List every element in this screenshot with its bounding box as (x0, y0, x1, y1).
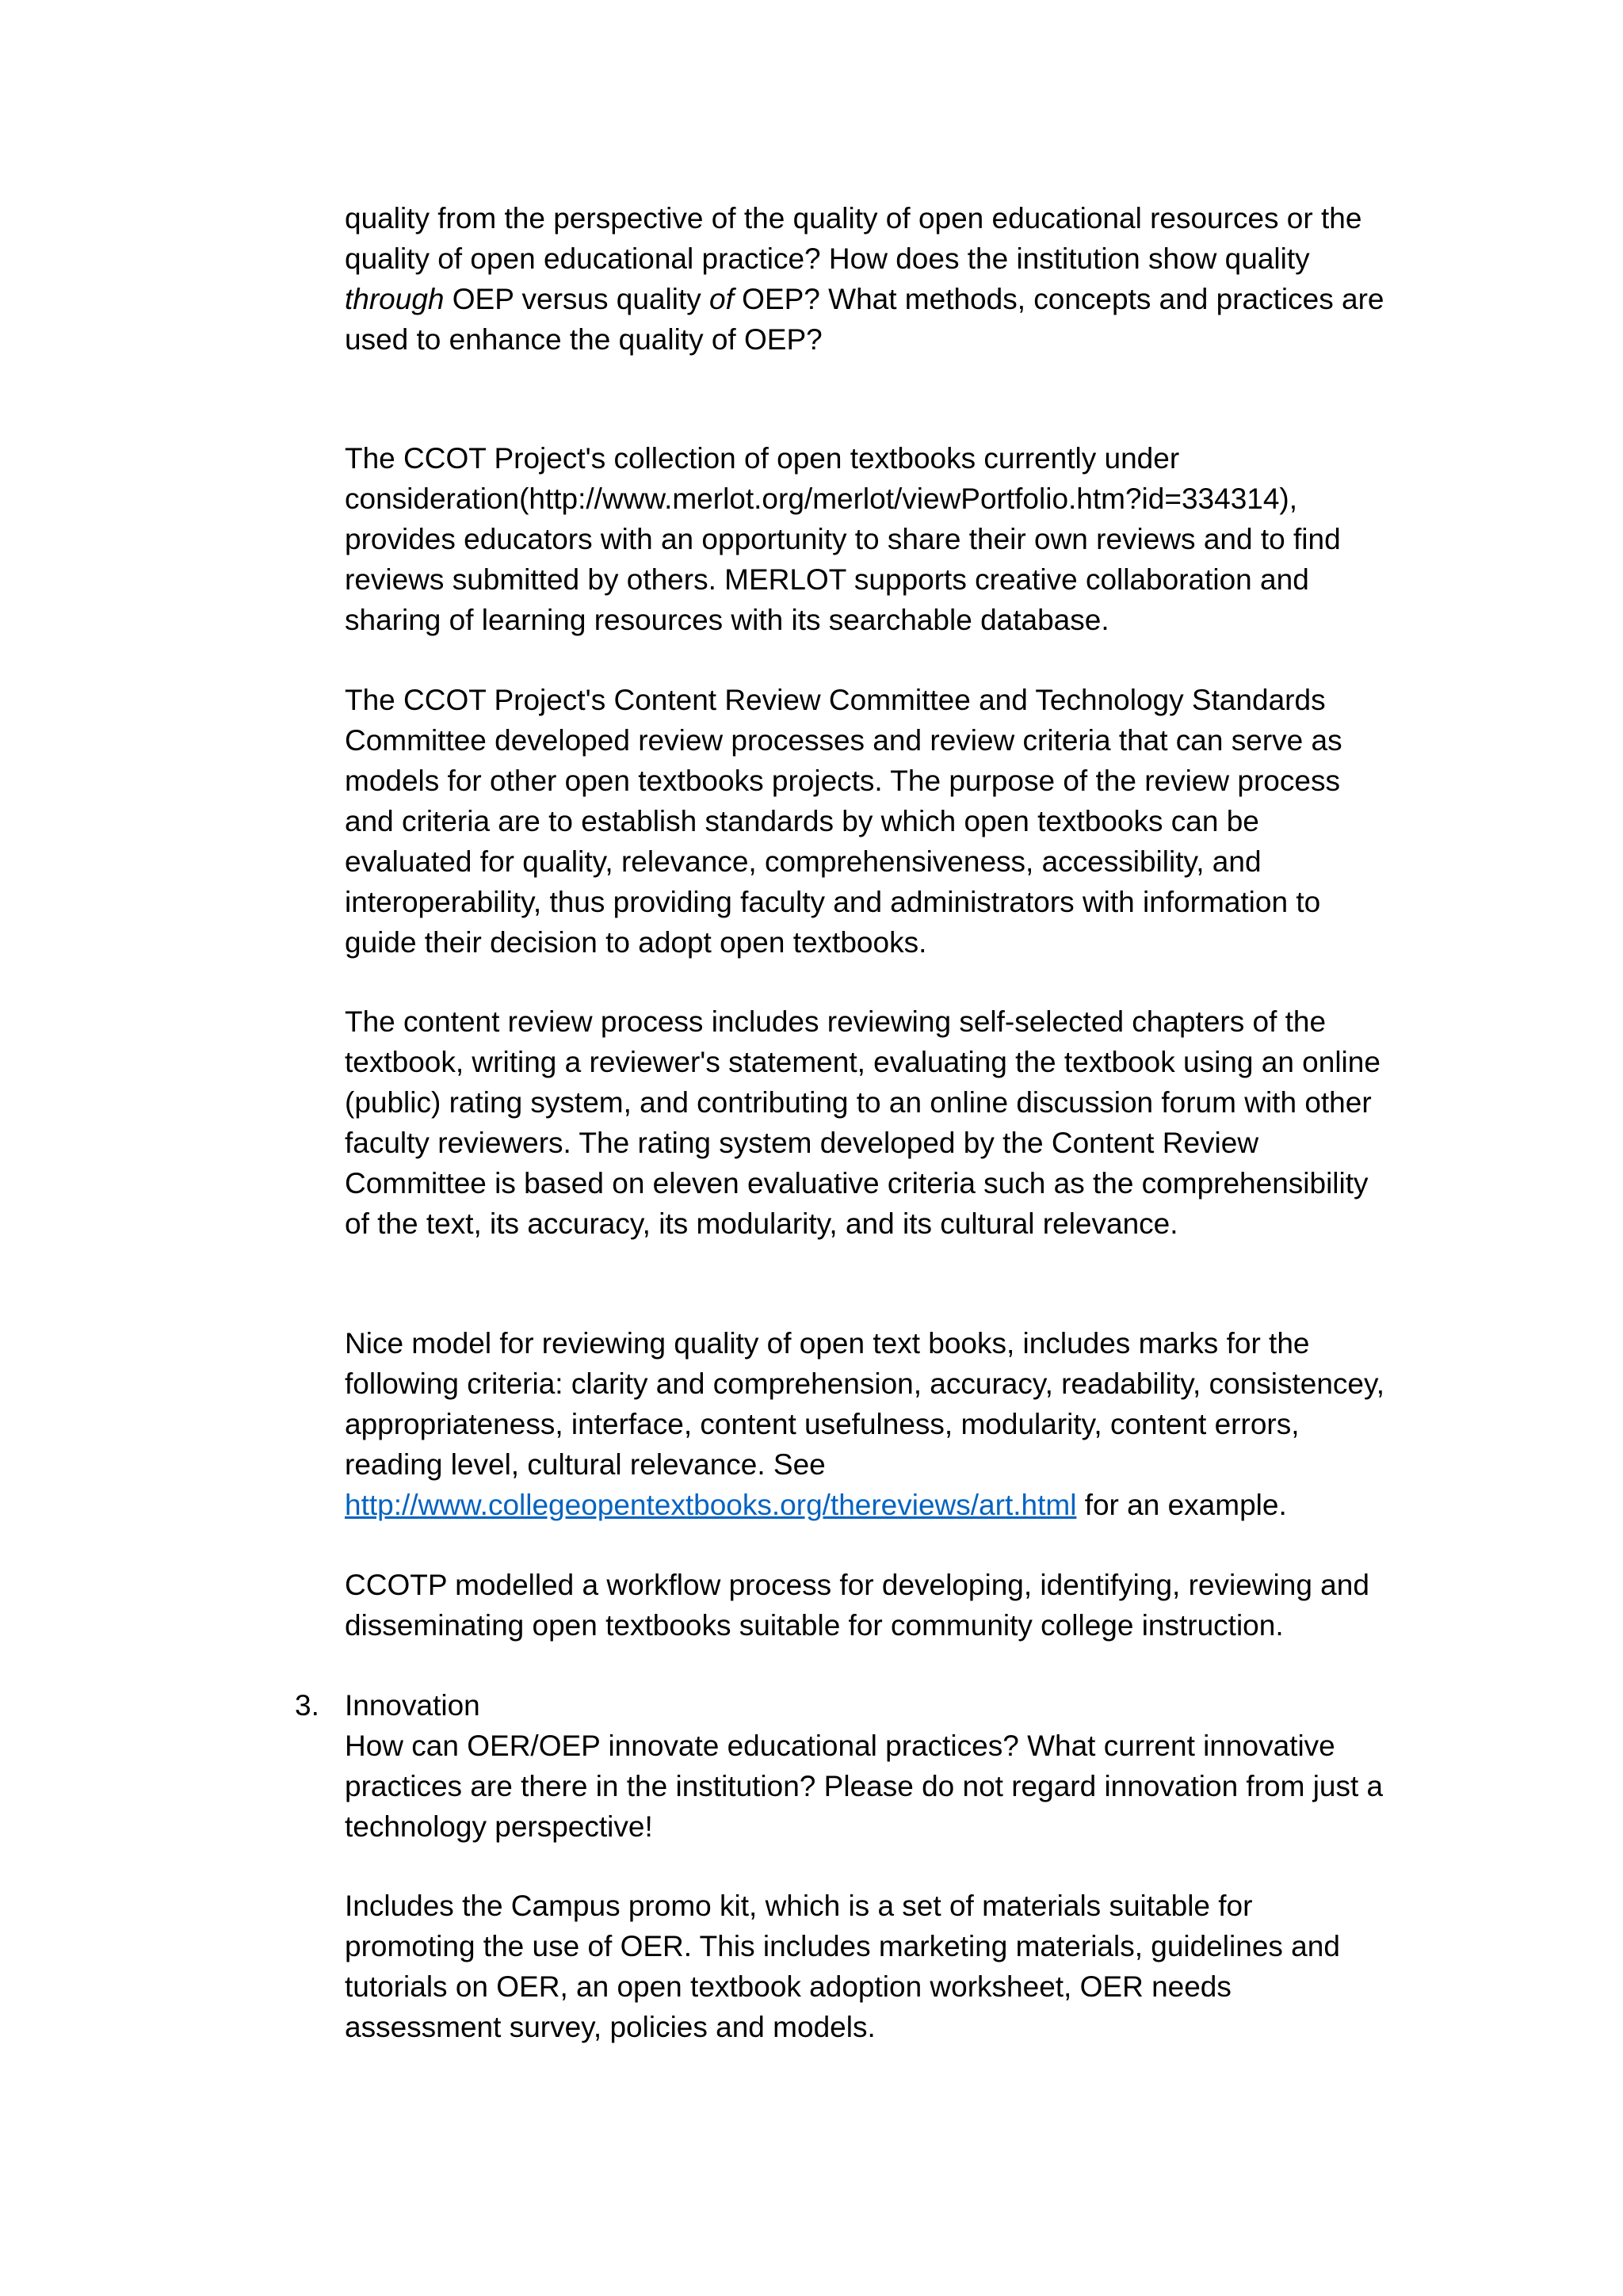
collegeopentextbooks-link[interactable]: http://www.collegeopentextbooks.org/thereviews/art.html (345, 1489, 1077, 1521)
innovation-heading: Innovation (345, 1689, 480, 1722)
quality-text-3: OEP? What methods, concepts and practices are used to enhance the quality of OEP? (345, 283, 1384, 356)
review-process-paragraph: The content review process includes reviewing self-selected chapters of the textbook, writing a reviewer's statement, evaluating the textbook using an online (public) rating system, and contributing to an online discussion forum with other faculty reviewers. The rating system developed by the Content Review Committee is based on eleven evaluative criteria such as the comprehensibility of the text, its accuracy, its modularity, and its cultural relevance. (345, 1005, 1381, 1240)
collection-paragraph: The CCOT Project's collection of open textbooks currently under consideration(http://www.merlot.org/merlot/viewPortfolio.htm?id=334314), provides educators with an opportunity to share their own reviews and to find reviews submitted by others. MERLOT supports creative collaboration and sharing of learning resources with its searchable database. (345, 442, 1341, 636)
quality-emphasis-through: through (345, 283, 445, 315)
committees-paragraph: The CCOT Project's Content Review Committee and Technology Standards Committee developed review processes and review criteria that can serve as models for other open textbooks projects. The purpose of the review process and criteria are to establish standards by which open textbooks can be evaluated for quality, relevance, comprehensiveness, accessibility, and interoperability, thus providing faculty and administrators with information to guide their decision to adopt open textbooks. (345, 684, 1342, 959)
review-model-text-end: for an example. (1076, 1489, 1287, 1521)
quality-text-2: OEP versus quality (444, 283, 710, 315)
workflow-paragraph: CCOTP modelled a workflow process for developing, identifying, reviewing and disseminating open textbooks suitable for community college instruction. (345, 1569, 1369, 1642)
quality-emphasis-of: of (709, 283, 734, 315)
quality-text-1: quality from the perspective of the quality of open educational resources or the quality of open educational practice? How does the institution show quality (345, 202, 1362, 275)
review-model-paragraph (345, 1323, 1391, 1525)
list-number: 3. (295, 1689, 319, 1722)
review-model-text: Nice model for reviewing quality of open text books, includes marks for the following criteria: clarity and comprehension, accuracy, readability, consistencey, appropriateness, interface, content usefulness, modularity, content errors, reading level, cultural relevance. See (345, 1327, 1385, 1481)
innovation-question: How can OER/OEP innovate educational practices? What current innovative practices are there in the institution? Please do not regard innovation from just a technology perspective! (345, 1730, 1384, 1843)
innovation-answer: Includes the Campus promo kit, which is a set of materials suitable for promoting the use of OER. This includes marketing materials, guidelines and tutorials on OER, an open textbook adoption worksheet, OER needs assessment survey, policies and models. (345, 1890, 1340, 2043)
quality-paragraph (345, 198, 1391, 360)
